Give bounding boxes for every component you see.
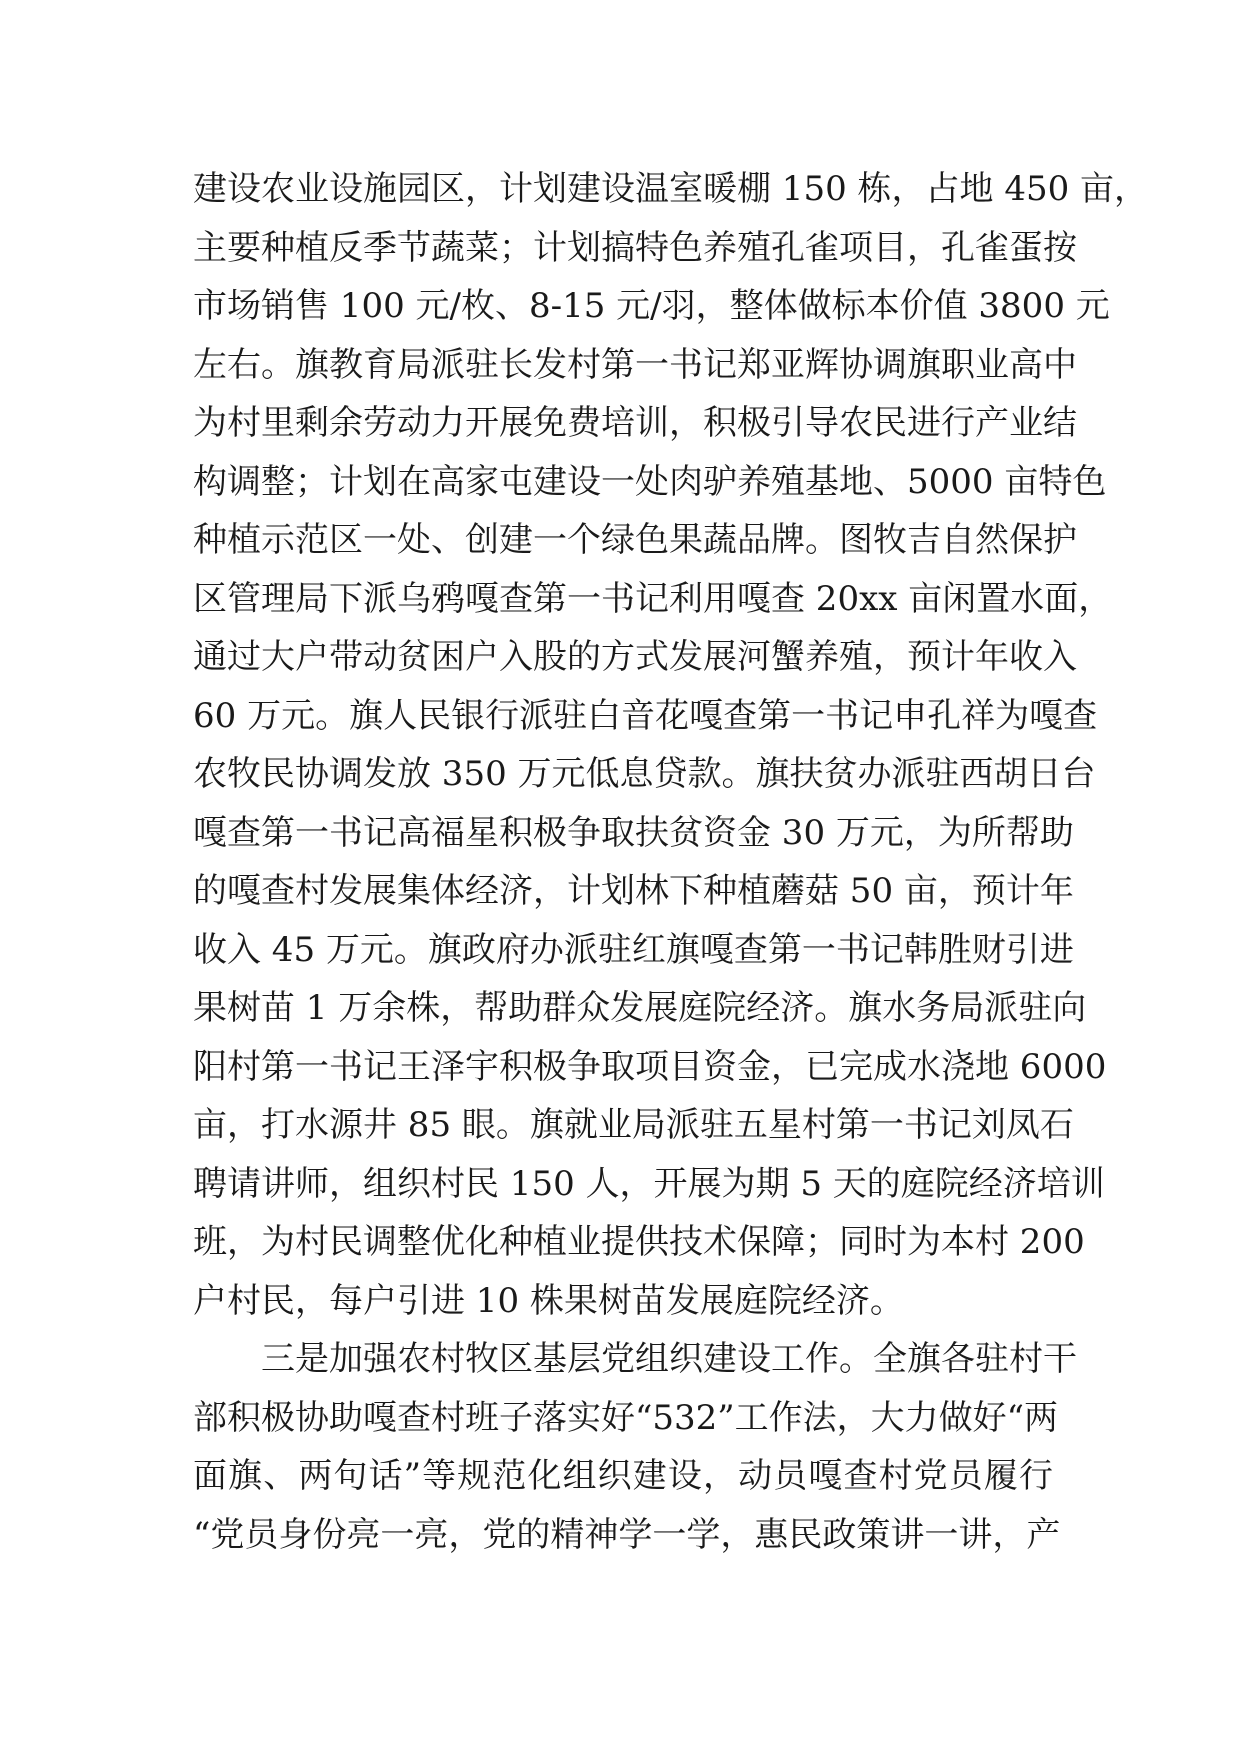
text-line: 嘎查第一书记高福星积极争取扶贫资金 30 万元，为所帮助 bbox=[193, 812, 1074, 853]
text-line: 通过大户带动贫困户入股的方式发展河蟹养殖，预计年收入 bbox=[193, 637, 1077, 677]
text-line: 阳村第一书记王泽宇积极争取项目资金，已完成水浇地 6000 bbox=[193, 1046, 1107, 1087]
text-line: 聘请讲师，组织村民 150 人，开展为期 5 天的庭院经济培训 bbox=[193, 1163, 1105, 1204]
text-line: 的嘎查村发展集体经济，计划林下种植蘑菇 50 亩，预计年 bbox=[193, 871, 1074, 911]
text-line: 面旗、两句话”等规范化组织建设，动员嘎查村党员履行 bbox=[193, 1456, 1053, 1496]
document-body bbox=[193, 160, 1149, 1564]
text-line: 户村民，每户引进 10 株果树苗发展庭院经济。 bbox=[193, 1280, 904, 1321]
text-line: 60 万元。旗人民银行派驻白音花嘎查第一书记申孔祥为嘎查 bbox=[193, 695, 1098, 736]
text-line: 左右。旗教育局派驻长发村第一书记郑亚辉协调旗职业高中 bbox=[193, 344, 1077, 385]
text-line: 亩，打水源井 85 眼。旗就业局派驻五星村第一书记刘凤石 bbox=[193, 1105, 1074, 1145]
text-line: 区管理局下派乌鸦嘎查第一书记利用嘎查 20xx 亩闲置水面， bbox=[193, 578, 1113, 619]
text-line: 为村里剩余劳动力开展免费培训，积极引导农民进行产业结 bbox=[193, 403, 1077, 443]
text-line: 班，为村民调整优化种植业提供技术保障；同时为本村 200 bbox=[193, 1222, 1085, 1262]
text-line: 种植示范区一处、创建一个绿色果蔬品牌。图牧吉自然保护 bbox=[193, 520, 1077, 560]
text-line: 市场销售 100 元/枚、8-15 元/羽，整体做标本价值 3800 元 bbox=[193, 286, 1110, 326]
text-line: 农牧民协调发放 350 万元低息贷款。旗扶贫办派驻西胡日台 bbox=[193, 754, 1096, 794]
text-line: 构调整；计划在高家屯建设一处肉驴养殖基地、5000 亩特色 bbox=[193, 461, 1107, 502]
text-line: 果树苗 1 万余株，帮助群众发展庭院经济。旗水务局派驻向 bbox=[193, 988, 1087, 1028]
text-line: 建设农业设施园区，计划建设温室暖棚 150 栋，占地 450 亩， bbox=[193, 169, 1149, 209]
text-line: 三是加强农村牧区基层党组织建设工作。全旗各驻村干 bbox=[261, 1339, 1077, 1379]
text-line: “党员身份亮一亮，党的精神学一学，惠民政策讲一讲，产 bbox=[193, 1514, 1061, 1555]
text-line: 部积极协助嘎查村班子落实好“532”工作法，大力做好“两 bbox=[193, 1397, 1059, 1438]
text-line: 主要种植反季节蔬菜；计划搞特色养殖孔雀项目，孔雀蛋按 bbox=[193, 227, 1077, 268]
text-line: 收入 45 万元。旗政府办派驻红旗嘎查第一书记韩胜财引进 bbox=[193, 929, 1074, 970]
